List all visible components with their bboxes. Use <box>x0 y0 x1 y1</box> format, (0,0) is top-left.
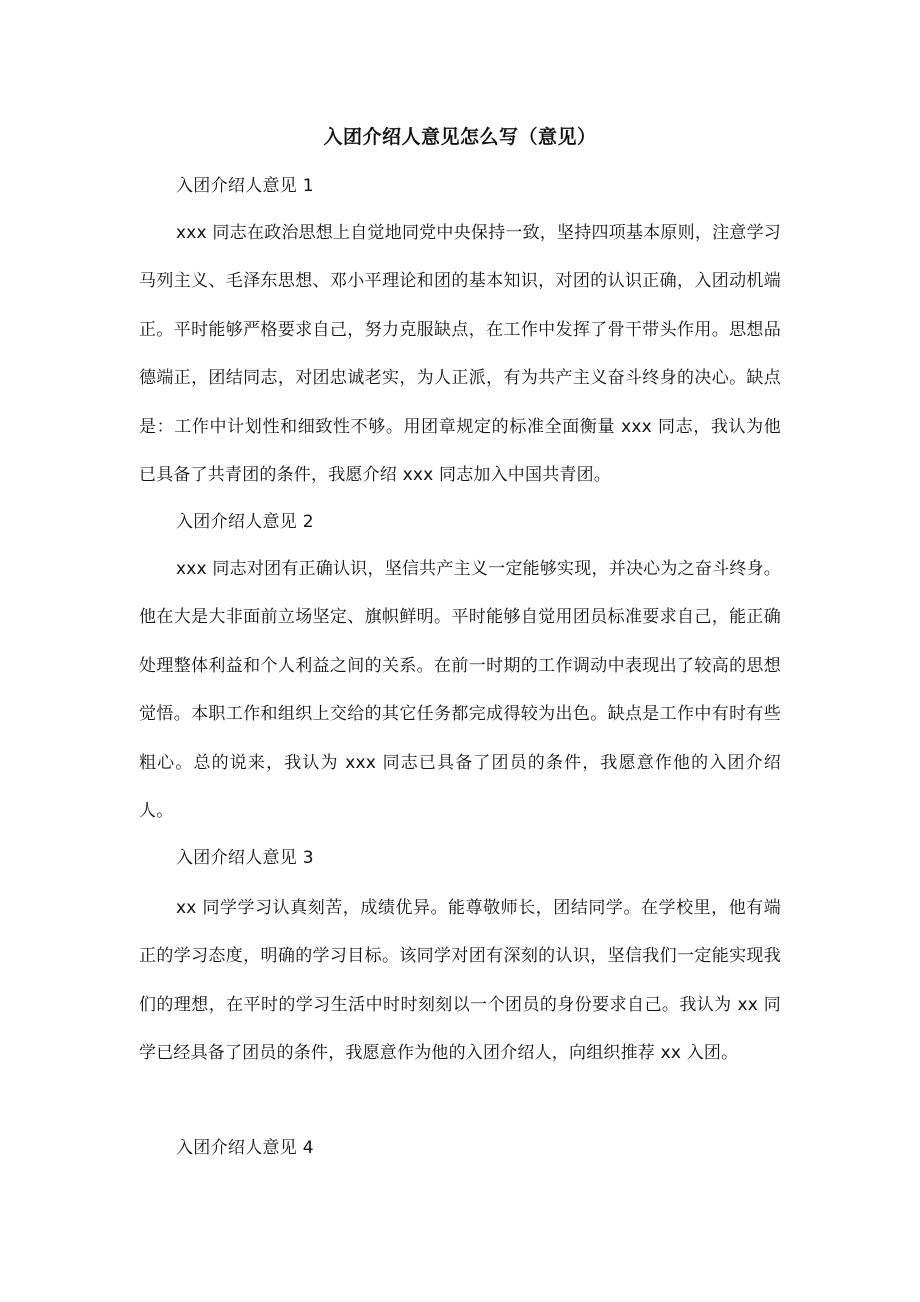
section-heading-1: 入团介绍人意见 1 <box>176 176 314 196</box>
section-heading-3: 入团介绍人意见 3 <box>176 848 314 868</box>
section-heading-4: 入团介绍人意见 4 <box>176 1138 314 1158</box>
section-body-1: xxx 同志在政治思想上自觉地同党中央保持一致，坚持四项基本原则，注意学习马列主义、毛泽东思想、邓小平理论和团的基本知识，对团的认识正确，入团动机端正。平时能够严格要求自己，努力克服缺点，在工作中发挥了骨干带头作用。思想品德端正，团结同志，对团忠诚老实，为人正派，有为共产主义奋斗终身的决心。缺点是：工作中计划性和细致性不够。用团章规定的标准全面衡量 xxx 同志，我认为他已具备了共青团的条件，我愿介绍 xxx 同志加入中国共青团。 <box>139 223 781 486</box>
section-body-3: xx 同学学习认真刻苦，成绩优异。能尊敬师长，团结同学。在学校里，他有端正的学习态度，明确的学习目标。该同学对团有深刻的认识，坚信我们一定能实现我们的理想，在平时的学习生活中时时刻刻以一个团员的身份要求自己。我认为 xx 同学已经具备了团员的条件，我愿意作为他的入团介绍人，向组织推荐 xx 入团。 <box>139 898 781 1064</box>
section-heading-2: 入团介绍人意见 2 <box>176 512 314 532</box>
page-title: 入团介绍人意见怎么写（意见） <box>323 126 597 148</box>
section-body-2: xxx 同志对团有正确认识，坚信共产主义一定能够实现，并决心为之奋斗终身。他在大是大非面前立场坚定、旗帜鲜明。平时能够自觉用团员标准要求自己，能正确处理整体利益和个人利益之间的关系。在前一时期的工作调动中表现出了较高的思想觉悟。本职工作和组织上交给的其它任务都完成得较为出色。缺点是工作中有时有些粗心。总的说来，我认为 xxx 同志已具备了团员的条件，我愿意作他的入团介绍人。 <box>139 559 781 822</box>
